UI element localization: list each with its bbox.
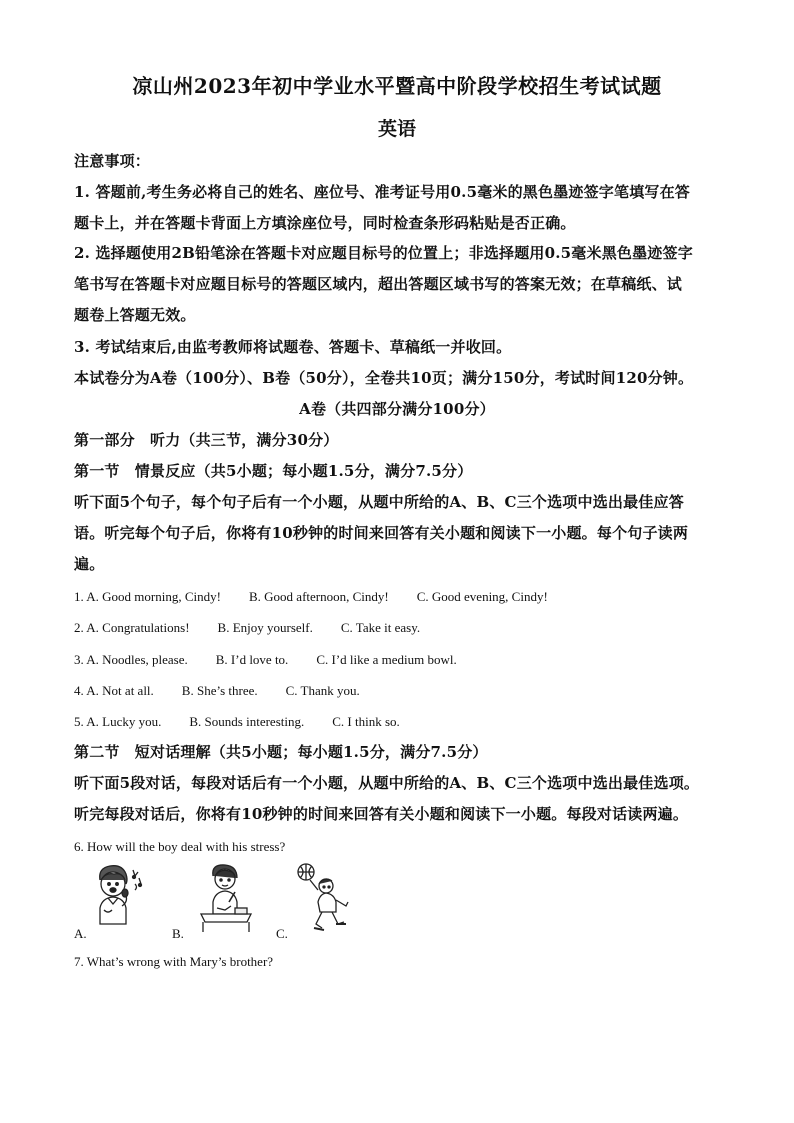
question-4-option-b: B. She’s three. [181, 683, 258, 698]
notice-item-1-line-2: 题卡上，并在答题卡背面上方填涂座位号，同时检查条形码粘贴是否正确。 [74, 214, 576, 232]
question-2 [74, 619, 734, 637]
exam-title: 凉山州2023年初中学业水平暨高中阶段学校招生考试试题 [132, 74, 662, 98]
question-6-label-b: B. [172, 926, 184, 941]
exam-summary: 本试卷分为A卷（100分）、B卷（50分），全卷共10页；满分150分，考试时间120分钟。 [74, 369, 694, 387]
question-2-option-c: C. Take it easy. [340, 620, 421, 635]
question-1-option-c: C. Good evening, Cindy! [416, 589, 548, 604]
section-2-heading: 第二节 短对话理解（共5小题；每小题1.5分，满分7.5分） [74, 743, 488, 761]
section-1-instructions-line-1: 听下面5个句子，每个句子后有一个小题，从题中所给的A、B、C三个选项中选出最佳应答 [74, 493, 684, 511]
boy-singing-icon [88, 862, 150, 934]
section-1-instructions-line-2: 语。听完每个句子后，你将有10秒钟的时间来回答有关小题和阅读下一小题。每个句子读两 [74, 524, 689, 542]
question-7-stem: 7. What’s wrong with Mary’s brother? [74, 954, 274, 969]
notice-item-2-line-3: 题卷上答题无效。 [74, 306, 196, 324]
notice-item-3: 3. 考试结束后,由监考教师将试题卷、答题卡、草稿纸一并收回。 [74, 338, 512, 356]
question-6-label-c: C. [276, 926, 288, 941]
question-3-option-a: 3. A. Noodles, please. [74, 652, 188, 667]
question-1-option-a: 1. A. Good morning, Cindy! [74, 589, 221, 604]
notice-item-2-line-2: 笔书写在答题卡对应题目标号的答题区域内，超出答题区域书写的答案无效；在草稿纸、试 [74, 275, 683, 293]
question-6-stem: 6. How will the boy deal with his stress? [74, 839, 286, 854]
part-1-heading: 第一部分 听力（共三节，满分30分） [74, 431, 339, 449]
subject-title: 英语 [377, 118, 416, 140]
question-4-option-a: 4. A. Not at all. [74, 683, 154, 698]
question-3-option-b: B. I’d love to. [215, 652, 289, 667]
section-1-instructions-line-3: 遍。 [74, 555, 105, 573]
question-4 [74, 682, 734, 700]
question-4-option-c: C. Thank you. [285, 683, 360, 698]
question-3 [74, 651, 734, 669]
question-6-label-a: A. [74, 926, 87, 941]
question-5 [74, 713, 734, 731]
question-6-pictures [70, 862, 400, 942]
section-2-instructions-line-2: 听完每段对话后，你将有10秒钟的时间来回答有关小题和阅读下一小题。每段对话读两遍。 [74, 805, 689, 823]
boy-writing-icon [195, 862, 257, 934]
boy-basketball-icon [292, 862, 356, 936]
question-2-option-b: B. Enjoy yourself. [217, 620, 313, 635]
question-5-option-b: B. Sounds interesting. [189, 714, 305, 729]
question-3-option-c: C. I’d like a medium bowl. [316, 652, 457, 667]
volume-a-heading: A卷（共四部分满分100分） [299, 400, 495, 418]
question-5-option-c: C. I think so. [332, 714, 400, 729]
notice-item-1-line-1: 1. 答题前,考生务必将自己的姓名、座位号、准考证号用0.5毫米的黑色墨迹签字笔填写在答 [74, 183, 691, 201]
section-2-instructions-line-1: 听下面5段对话，每段对话后有一个小题，从题中所给的A、B、C三个选项中选出最佳选项。 [74, 774, 700, 792]
question-1 [74, 588, 734, 606]
notice-item-2-line-1: 2. 选择题使用2B铅笔涂在答题卡对应题目标号的位置上；非选择题用0.5毫米黑色墨迹签字 [74, 244, 693, 262]
question-2-option-a: 2. A. Congratulations! [74, 620, 190, 635]
section-1-heading: 第一节 情景反应（共5小题；每小题1.5分，满分7.5分） [74, 462, 473, 480]
notice-heading: 注意事项： [74, 152, 151, 170]
question-5-option-a: 5. A. Lucky you. [74, 714, 162, 729]
question-1-option-b: B. Good afternoon, Cindy! [248, 589, 389, 604]
